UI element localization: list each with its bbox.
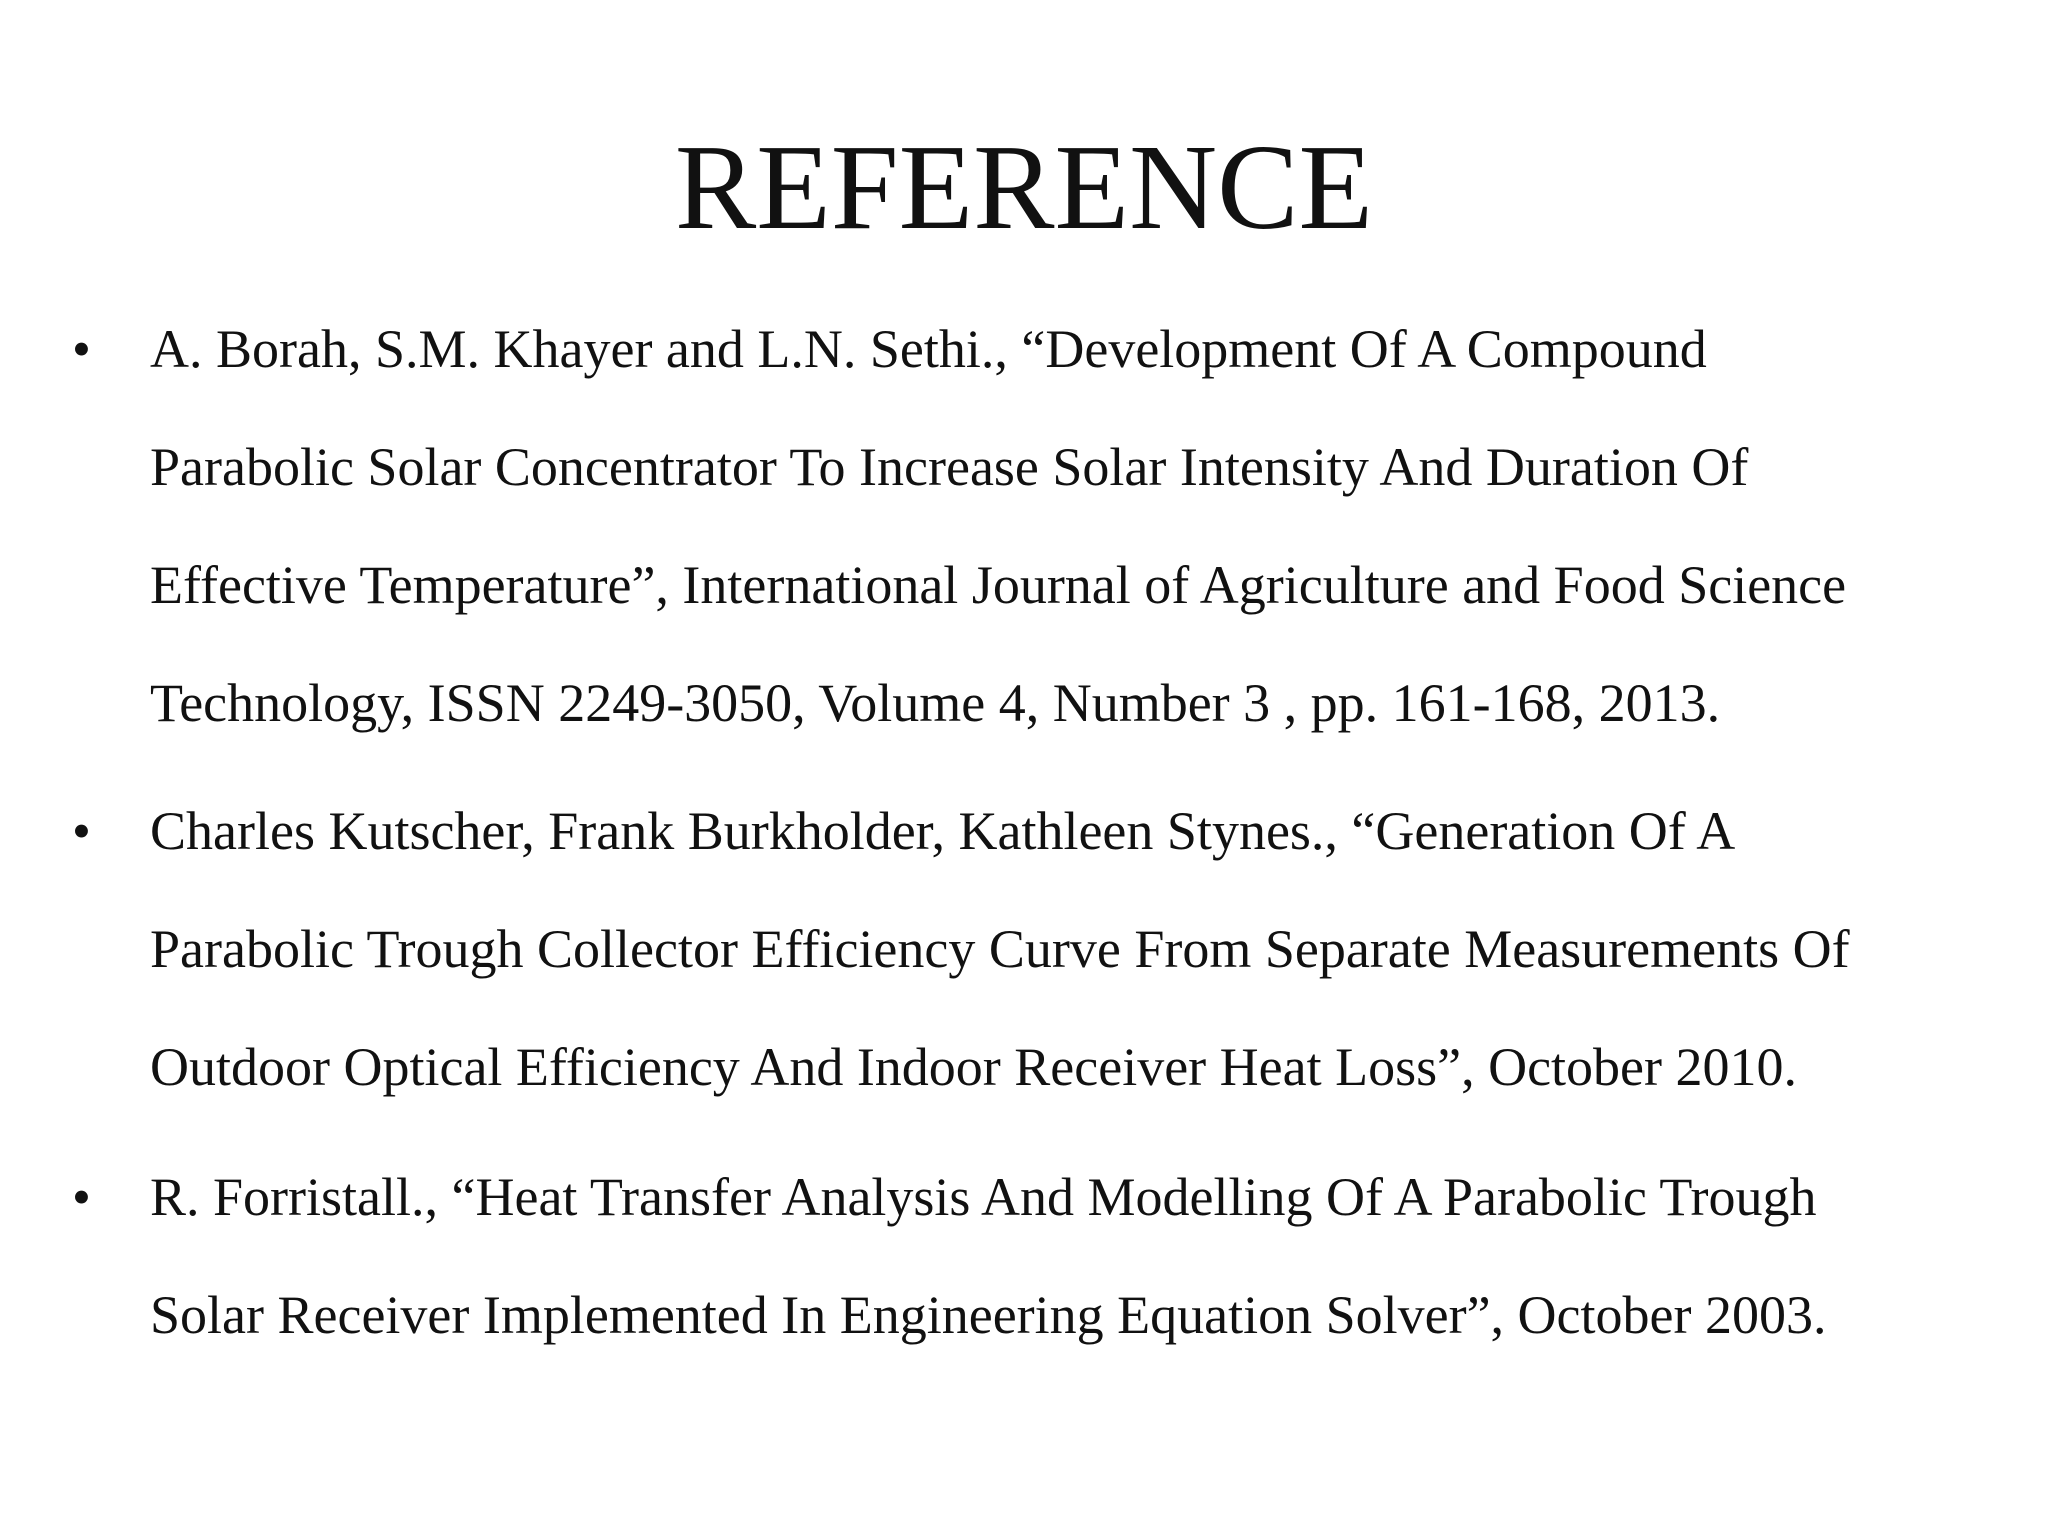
reference-text-3 bbox=[150, 1138, 2010, 1374]
reference-line: R. Forristall., “Heat Transfer Analysis And Modelling Of A Parabolic Trough bbox=[150, 1167, 1817, 1227]
reference-line: Technology, ISSN 2249-3050, Volume 4, Number 3 , pp. 161-168, 2013. bbox=[150, 673, 1721, 733]
reference-line: Effective Temperature”, International Journal of Agriculture and Food Science bbox=[150, 555, 1847, 615]
reference-text-1 bbox=[150, 290, 2010, 762]
reference-line: Parabolic Solar Concentrator To Increase Solar Intensity And Duration Of bbox=[150, 437, 1749, 497]
reference-line: Charles Kutscher, Frank Burkholder, Kathleen Stynes., “Generation Of A bbox=[150, 801, 1736, 861]
reference-line: Outdoor Optical Efficiency And Indoor Receiver Heat Loss”, October 2010. bbox=[150, 1037, 1797, 1097]
bullet-icon: • bbox=[72, 1167, 91, 1227]
reference-line: Parabolic Trough Collector Efficiency Curve From Separate Measurements Of bbox=[150, 919, 1850, 979]
reference-line: A. Borah, S.M. Khayer and L.N. Sethi., “Development Of A Compound bbox=[150, 319, 1707, 379]
reference-line: Solar Receiver Implemented In Engineering Equation Solver”, October 2003. bbox=[150, 1285, 1827, 1345]
reference-text-2 bbox=[150, 772, 2010, 1126]
slide-title: REFERENCE bbox=[674, 120, 1374, 255]
bullet-icon: • bbox=[72, 801, 91, 861]
bullet-icon: • bbox=[72, 319, 91, 379]
